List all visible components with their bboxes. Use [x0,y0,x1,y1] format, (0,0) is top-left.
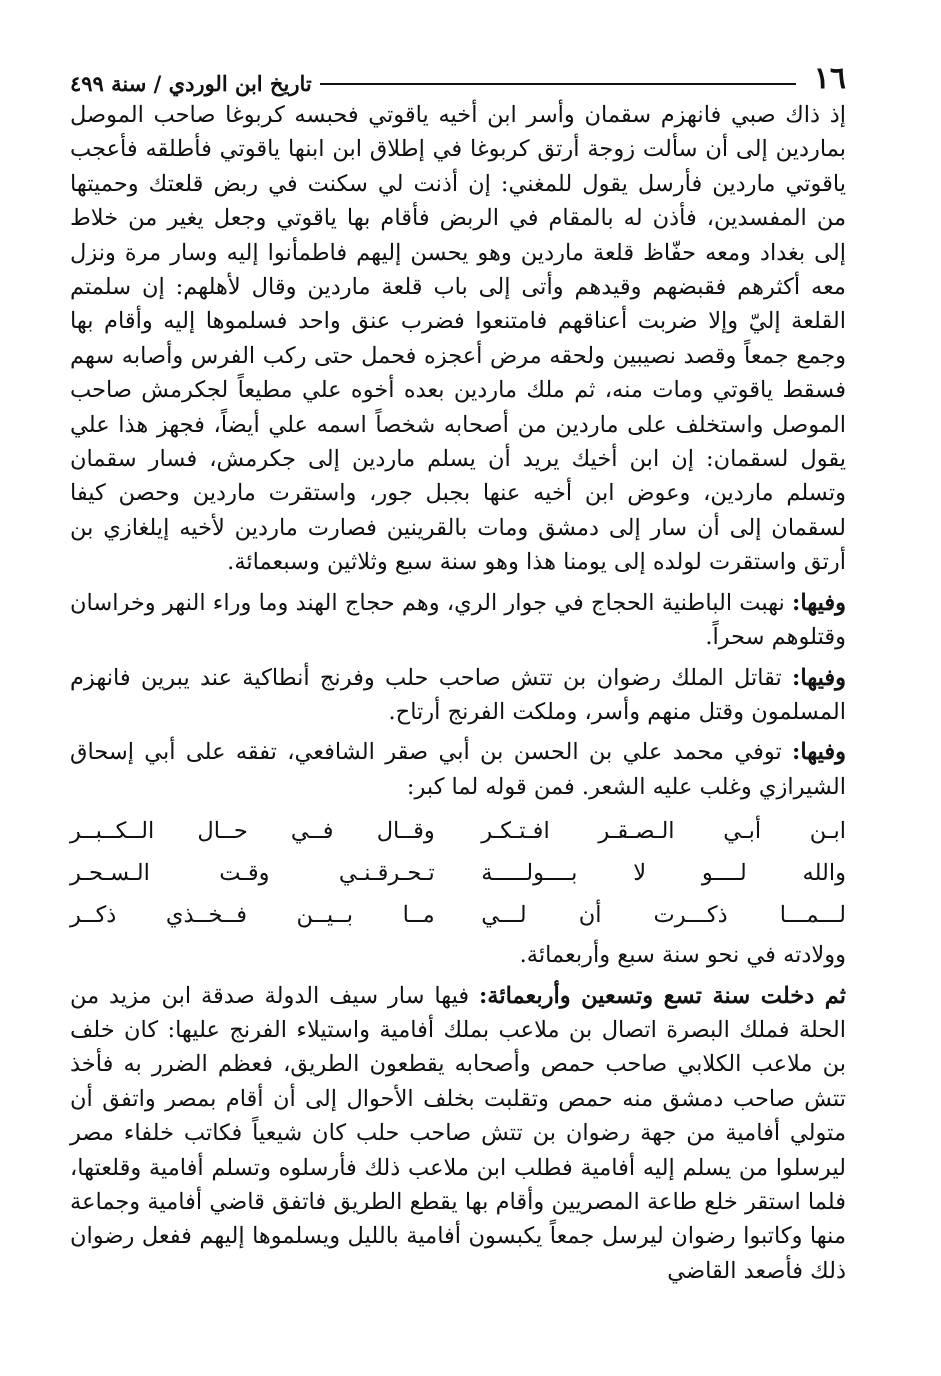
poem [70,810,846,936]
paragraph-1 [70,98,846,580]
verse-first-hemistich: والله لــــو لا بــــولـــــة [481,860,846,887]
after-poem-text: وولادته في نحو سنة سبع وأربعمائة. [519,942,846,969]
poem-verse [70,894,846,936]
running-head: تاريخ ابن الوردي / سنة ٤٩٩ [70,71,312,96]
paragraph-text: فيها سار سيف الدولة صدقة ابن مزيد من الحلة فملك البصرة اتصال بن ملاعب بملك أفامية واستيلاء الفرنج عليها: كان خلف بن ملاعب الكلابي صاحب حمص وأصحابه يقطعون الطريق، فعظم الضرر به فأخذ تتش صاحب دمشق منه حمص وتقلبت بخلف الأحوال إلى أن أقام بمصر واتفق أن متولي أفامية من جهة رضوان بن تتش صاحب حلب كان شيعياً فكاتب خلفاء مصر ليرسلوا من يسلم إليه أفامية فطلب ابن ملاعب ذلك فأرسلوه وتسلم أفامية وقلعتها، فلما استقر خلع طاعة المصريين وأقام بها يقطع الطريق فاتفق قاضي أفامية وجماعة منها وكاتبوا رضوان ليرسل جمعاً يكبسون أفامية بالليل ويسلموها إليهم ففعل رضوان ذلك فأصعد القاضي [70,982,846,1284]
paragraph-text: إذ ذاك صبي فانهزم سقمان وأسر ابن أخيه ياقوتي فحبسه كربوغا صاحب الموصل بماردين إلى أن سألت زوجة أرتق كربوغا في إطلاق ابن ابنها ياقوتي فأطلقه فأعجب ياقوتي ماردين فأرسل يقول للمغني: إن أذنت لي سكنت في ربض قلعتك وحميتها من المفسدين، فأذن له بالمقام في الربض فأقام بها ياقوتي وجعل يغير من خلاط إلى بغداد ومعه حفّاظ قلعة ماردين وهو يحسن إليهم فاطمأنوا إليه وسار مرة ونزل معه أكثرهم فقبضهم وقيدهم وأتى إلى باب قلعة ماردين وقال لأهلهم: إن سلمتم القلعة إليّ وإلا ضربت أعناقهم فامتنعوا فضرب عنق واحد فسلموها إليه وأقام بها وجمع جمعاً وقصد نصيبين ولحقه مرض أعجزه فحمل حتى ركب الفرس وأصابه سهم فسقط ياقوتي ومات منه، ثم ملك ماردين بعده أخوه علي مطيعاً لجكرمش صاحب الموصل واستخلف على ماردين من أصحابه شخصاً اسمه علي أيضاً، فجهز هذا علي يقول لسقمان: إن ابن أخيك يريد أن يسلم ماردين إلى جكرمش، فسار سقمان وتسلم ماردين، وعوض ابن أخيه عنها بجبل جور، واستقرت ماردين وحصن كيفا لسقمان إلى أن سار إلى دمشق ومات بالقرينين فصارت ماردين لأخيه إيلغازي بن أرتق واستقرت لولده إلى يومنا هذا وهو سنة سبع وثلاثين وسبعمائة. [70,102,846,576]
verse-second-hemistich: وقــال فــي حــال الــكــبــر [70,818,435,845]
paragraph-lead: وفيها: [792,664,846,691]
body-text [70,98,846,1288]
paragraph-3 [70,661,846,730]
final-paragraph [70,979,846,1289]
paragraph-lead: وفيها: [792,589,846,616]
paragraph-text: توفي محمد علي بن الحسن بن أبي صقر الشافعي، تفقه على أبي إسحاق الشيرازي وغلب عليه الشعر. فمن قوله لما كبر: [70,739,846,800]
verse-second-hemistich: مــا بــيــن فــخــذي ذكــر [70,902,435,929]
paragraph-2 [70,586,846,655]
paragraph-4 [70,735,846,804]
verse-first-hemistich: لـــمـــا ذكـــرت أن لـــي [481,902,846,929]
poem-verse [70,810,846,852]
page-header [70,50,846,94]
paragraph-text: نهبت الباطنية الحجاج في جوار الري، وهم حجاج الهند وما وراء النهر وخراسان وقتلوهم سحراً. [70,589,846,651]
paragraph-text: تقاتل الملك رضوان بن تتش صاحب حلب وفرنج أنطاكية عند يبرين فانهزم المسلمون وقتل منهم وأسر، وملكت الفرنج أرتاح. [70,664,846,725]
header-rule [320,83,796,85]
verse-first-hemistich: ابـن أبـي الـصـقـر افـتـكـر [481,818,846,845]
poem-verse [70,852,846,894]
verse-second-hemistich: تـحـرقـنـي وقـت الـسـحـر [70,860,435,887]
year-heading: ثم دخلت سنة تسع وتسعين وأربعمائة: [478,982,846,1009]
page-number: ١٦ [813,61,846,96]
paragraph-lead: وفيها: [792,739,846,766]
